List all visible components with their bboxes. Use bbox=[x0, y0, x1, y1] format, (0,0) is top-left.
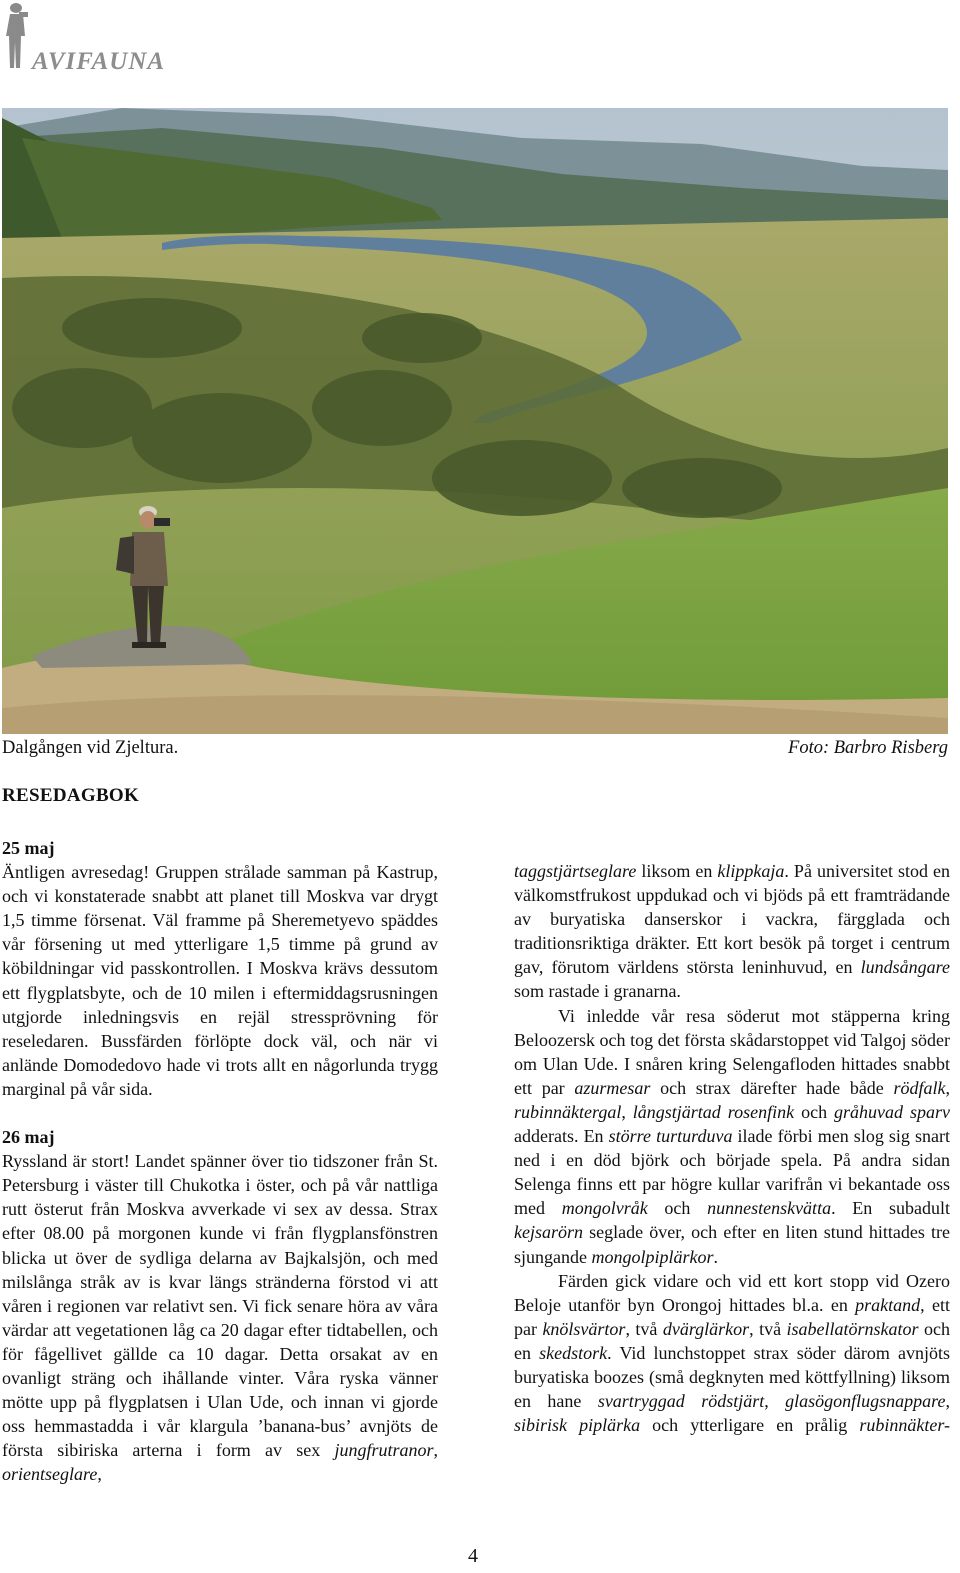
paragraph: Äntligen avresedag! Gruppen strålade samman på Kastrup, och vi konstaterade snabbt att planet till Moskva var drygt 1,5 timme försenat. Väl framme på Sheremetyevo späddes vår försening ut med ytterligare 1,5 timme på grund av köbildningar vid passkontrollen. I Moskva krävs dessutom ett flygplatsbyte, och de 10 milen i eftermiddagsrusningen utgjorde inledningsvis en rejäl stressprövning för reseledaren. Bussfärden förlöpte dock väl, och när vi anlände Domodedovo hade vi trots allt en någorlunda trygg marginal på vår sida. bbox=[2, 862, 438, 1099]
photo-credit: Foto: Barbro Risberg bbox=[788, 738, 948, 758]
species-name: orientseglare bbox=[2, 1464, 98, 1485]
right-column bbox=[514, 859, 950, 1437]
page-number: 4 bbox=[468, 1545, 478, 1567]
paragraph: Vi inledde vår resa söderut mot stäpperna kring Beloozersk och tog det första skådarstoppet vid Talgoj söder om Ulan Ude. I snåren kring Selengafloden hittades snabbt ett par azurmesar och strax därefter hade både rödfalk, rubinnäktergal, långstjärtad rosenfink och gråhuvad sparv adderats. En större turturduva ilade förbi men slog sig snart ned i en död björk och började spela. På andra sidan Selenga finns ett par högre kullar varifrån vi bekantade oss med mongolvråk och nunnestenskvätta. En subadult kejsarörn seglade över, och efter en liten stund hittades tre sjungande mongolpiplärkor. bbox=[514, 1005, 951, 1267]
avifauna-logo bbox=[2, 2, 182, 78]
paragraph: Ryssland är stort! Landet spänner över tio tidszoner från St. Petersburg i väster till Chukotka i öster, och på vår nattliga rutt österut från Moskva avverkade vi sex av dessa. Strax efter 08.00 på morgonen kunde vi från flygplansfönstren blicka ut över de sydliga delarna av Bajkalsjön, och med milslånga stråk av is kvar längs stränderna förstod vi att våren i regionen var relativt sen. Vi fick senare höra av våra värdar att vegetationen låg ca 20 dagar efter tidtabellen, och för fågellivet gällde ca 10 dagar. Detta orsakat av en ovanligt sträng och ihållande vinter. Våra ryska vänner mötte upp på flygplatsen i Ulan Ude, och innan vi gjorde oss hemmastadda i vår klargula ’banana-bus’ avnjöts de första sibiriska arterna i form av sex jungfrutranor, orientseglare, bbox=[2, 1151, 439, 1485]
date-heading: 26 maj bbox=[2, 1127, 55, 1148]
birdwatcher-logo-icon bbox=[2, 2, 32, 74]
landscape-photo bbox=[2, 108, 948, 734]
paragraph: Färden gick vidare och vid ett kort stopp vid Ozero Beloje utanför byn Orongoj hittades bl.a. en praktand, ett par knölsvärtor, två dvärglärkor, två isabellatörnskator och en skedstork. Vid lunchstoppet strax söder därom avnjöts buryatiska boozes (små degknyten med köttfyllning) liksom en hane svartryggad rödstjärt, glasögonflugsnappare, sibirisk piplärka och ytterligare en prålig rubinnäkter- bbox=[514, 1270, 951, 1436]
paragraph: taggstjärtseglare liksom en klippkaja. På universitet stod en välkomstfrukost uppdukad och vi bjöds på ett framträdande av buryatiska danserskor i vackra, färgglada och traditionsriktiga dräkter. Ett kort besök på torget i centrum gav, förutom världens största leninhuvud, en lundsångare som rastade i granarna. bbox=[514, 861, 950, 1002]
left-column bbox=[2, 836, 438, 1486]
section-title: RESEDAGBOK bbox=[2, 785, 140, 806]
photo-caption: Dalgången vid Zjeltura. bbox=[2, 738, 179, 758]
logo-wordmark: AVIFAUNA bbox=[32, 48, 166, 75]
date-heading: 25 maj bbox=[2, 838, 55, 858]
species-name: jungfrutranor bbox=[334, 1440, 434, 1461]
